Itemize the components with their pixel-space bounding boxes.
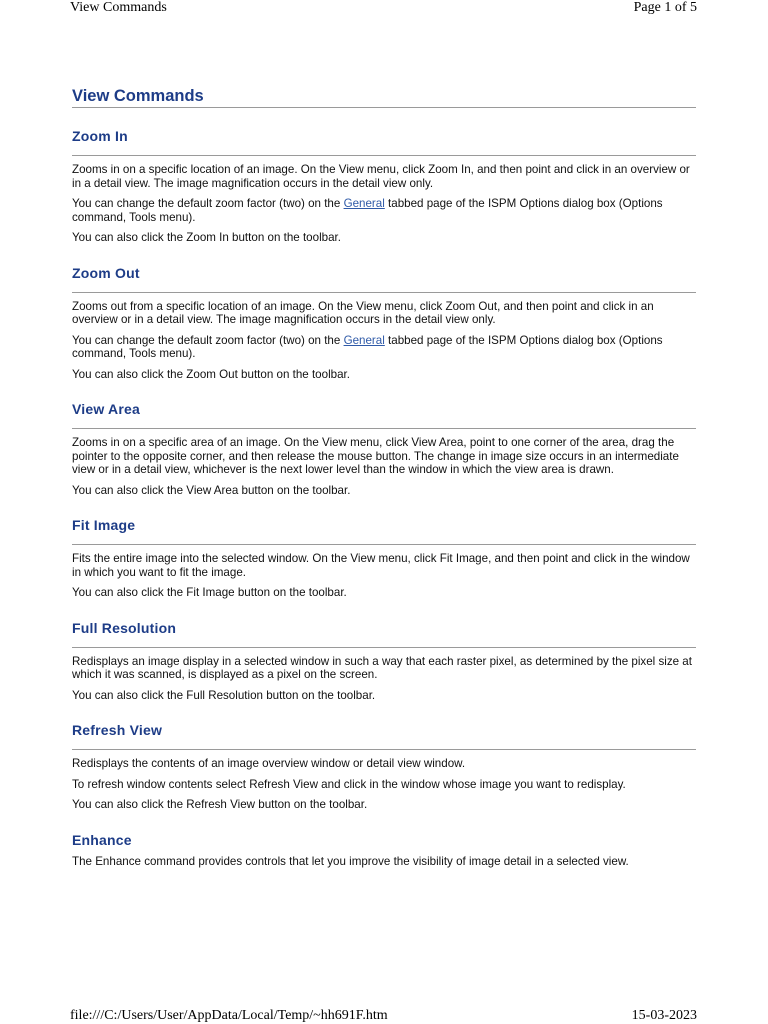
- paragraph: You can also click the Refresh View button on the toolbar.: [72, 798, 368, 811]
- paragraph: Zooms in on a specific area of an image. On the View menu, click View Area, point to one corner of the area, drag the pointer to the opposite corner, and then release the mouse button. The change in image size occurs in an intermediate view or in a detail view, whichever is the next lower level than the window in which the view area is drawn.: [72, 436, 679, 476]
- page-title: View Commands: [72, 86, 696, 108]
- section-divider: [72, 428, 696, 429]
- section-heading: View Area: [72, 401, 140, 417]
- print-footer: [0, 1008, 768, 1024]
- print-header: [0, 0, 768, 20]
- general-link[interactable]: General: [343, 333, 385, 347]
- header-title: View Commands: [70, 0, 167, 15]
- section-heading: Fit Image: [72, 517, 136, 533]
- paragraph: You can also click the View Area button on the toolbar.: [72, 483, 351, 497]
- section-zoom-out: [72, 264, 696, 382]
- section-heading: Enhance: [72, 831, 132, 848]
- paragraph: The Enhance command provides controls that let you improve the visibility of image detail in a selected view.: [72, 854, 629, 868]
- section-divider: [72, 544, 696, 545]
- paragraph: Redisplays the contents of an image overview window or detail view window.: [72, 757, 466, 770]
- paragraph: Redisplays an image display in a selected window in such a way that each raster pixel, as determined by the pixel size at which it was scanned, is displayed as a pixel on the screen.: [72, 654, 692, 681]
- paragraph: Zooms out from a specific location of an image. On the View menu, click Zoom Out, and then point and click in an overview or in a detail view. The image magnification occurs in the detail view only.: [72, 299, 654, 326]
- section-refresh-view: [72, 721, 696, 812]
- paragraph: Zooms in on a specific location of an image. On the View menu, click Zoom In, and then point and click in an overview or in a detail view. The image magnification occurs in the detail view only.: [72, 163, 690, 190]
- paragraph: You can also click the Full Resolution button on the toolbar.: [72, 688, 376, 702]
- section-divider: [72, 647, 696, 648]
- section-heading: Full Resolution: [72, 619, 177, 636]
- document-body: [72, 86, 696, 868]
- page-number: Page 1 of 5: [633, 0, 697, 15]
- section-heading: Zoom Out: [72, 264, 140, 281]
- section-heading: Refresh View: [72, 722, 163, 738]
- section-divider: [72, 292, 696, 293]
- print-date: 15-03-2023: [631, 1008, 697, 1023]
- paragraph: Fits the entire image into the selected window. On the View menu, click Fit Image, and then point and click in the window in which you want to fit the image.: [72, 552, 690, 579]
- paragraph: To refresh window contents select Refresh View and click in the window whose image you want to redisplay.: [72, 777, 626, 791]
- section-divider: [72, 749, 696, 750]
- section-divider: [72, 155, 696, 156]
- general-link[interactable]: General: [343, 197, 385, 210]
- section-heading: Zoom In: [72, 128, 128, 144]
- paragraph: You can also click the Zoom In button on the toolbar.: [72, 231, 341, 244]
- section-view-area: [72, 400, 696, 497]
- section-enhance: [72, 831, 696, 869]
- paragraph: You can change the default zoom factor (two) on the General tabbed page of the ISPM Options dialog box (Options command, Tools menu).: [72, 197, 663, 224]
- paragraph: You can change the default zoom factor (two) on the General tabbed page of the ISPM Options dialog box (Options command, Tools menu).: [72, 333, 663, 360]
- paragraph: You can also click the Fit Image button on the toolbar.: [72, 586, 347, 599]
- paragraph: You can also click the Zoom Out button on the toolbar.: [72, 367, 350, 381]
- section-fit-image: [72, 516, 696, 600]
- section-full-resolution: [72, 619, 696, 703]
- file-path: file:///C:/Users/User/AppData/Local/Temp/~hh691F.htm: [70, 1008, 388, 1023]
- section-zoom-in: [72, 127, 696, 245]
